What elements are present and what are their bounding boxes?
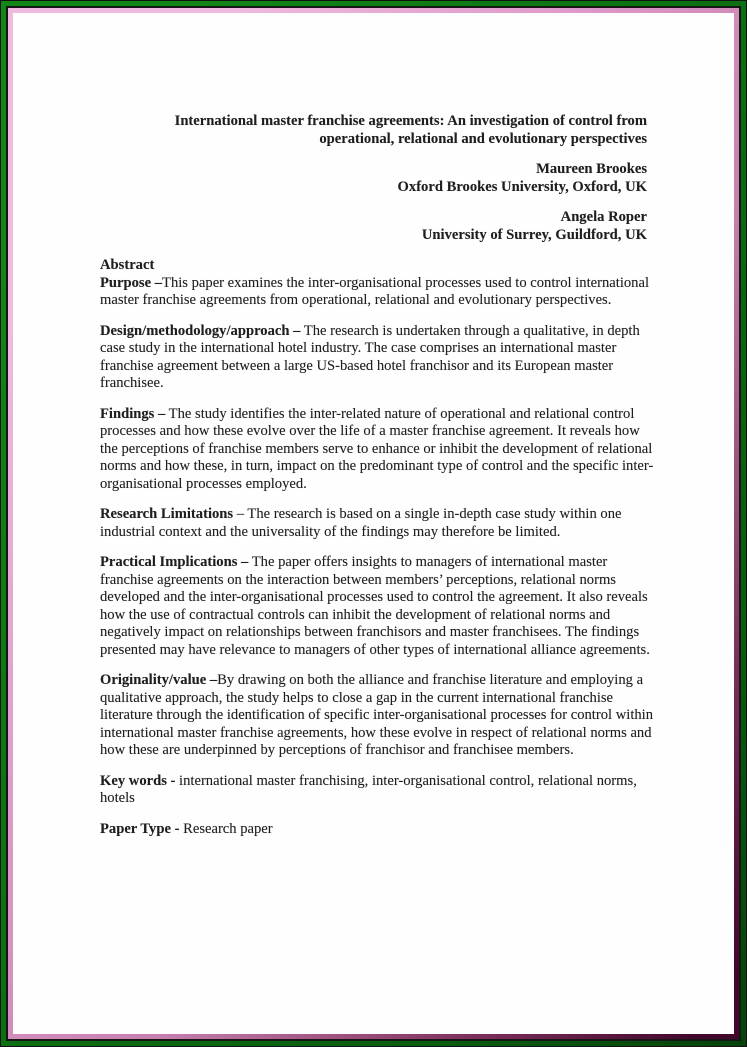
frame-green-border	[1, 1, 746, 1046]
author-block-1	[100, 161, 647, 196]
section-key-words-label: Key words -	[100, 772, 176, 789]
section-purpose-label: Purpose –	[100, 274, 163, 291]
section-key-words	[100, 773, 656, 808]
section-paper-type-body: Research paper	[179, 820, 273, 837]
section-purpose	[100, 275, 656, 310]
section-research-limitations	[100, 506, 656, 541]
section-paper-type	[100, 821, 656, 839]
header-block	[100, 113, 647, 244]
author-name-1: Maureen Brookes	[536, 161, 647, 177]
section-findings-label: Findings –	[100, 405, 166, 422]
author-block-2	[100, 209, 647, 244]
section-practical-implications	[100, 554, 656, 659]
section-research-limitations-label: Research Limitations	[100, 506, 234, 522]
section-key-words-body: international master franchising, inter-organisational control, relational norms, hotels	[100, 772, 637, 806]
section-practical-implications-label: Practical Implications –	[100, 554, 249, 570]
section-originality-value-label: Originality/value –	[100, 672, 218, 688]
section-originality-value	[100, 672, 656, 760]
frame-inner-line	[6, 6, 741, 1041]
section-design-methodology	[100, 323, 656, 393]
section-design-methodology-label: Design/methodology/approach –	[100, 322, 301, 339]
paper-title-line-1: International master franchise agreements: An investigation of control from	[174, 113, 647, 129]
author-name-2: Angela Roper	[560, 209, 647, 225]
section-originality-value-body: By drawing on both the alliance and franchise literature and employing a qualitative approach, the study helps to close a gap in the current international franchise literature through the identification of specific inter-organisational processes for control within international master franchise agreements, how these evolve in respect of relational norms and how these are underpinned by perceptions of franchisor and franchisee members.	[100, 672, 654, 758]
author-affiliation-2: University of Surrey, Guildford, UK	[421, 226, 647, 243]
section-findings-body: The study identifies the inter-related nature of operational and relational control processes and how these evolve over the life of a master franchise agreement. It reveals how the perceptions of franchise members serve to enhance or inhibit the development of relational norms and how these, in turn, impact on the predominant type of control and the specific inter-organisational processes employed.	[100, 405, 654, 492]
section-design-methodology-body: The research is undertaken through a qualitative, in depth case study in the international hotel industry. The case comprises an international master franchise agreement between a large US-based hotel franchisor and its European master franchisee.	[100, 322, 640, 391]
page-content	[13, 13, 734, 1034]
section-purpose-body: This paper examines the inter-organisational processes used to control international master franchise agreements from operational, relational and evolutionary perspectives.	[100, 274, 649, 308]
frame-pink-border	[8, 8, 739, 1039]
abstract-heading: Abstract	[100, 257, 155, 273]
section-findings	[100, 406, 656, 494]
author-affiliation-1: Oxford Brookes University, Oxford, UK	[397, 178, 647, 195]
paper-title	[100, 113, 647, 148]
section-paper-type-label: Paper Type -	[100, 820, 180, 837]
paper-title-line-2: operational, relational and evolutionary perspectives	[319, 130, 647, 147]
section-research-limitations-body: – The research is based on a single in-depth case study within one industrial context and the universality of the findings may therefore be limited.	[100, 506, 622, 540]
section-practical-implications-body: The paper offers insights to managers of international master franchise agreements on the interaction between members’ perceptions, relational norms developed and the inter-organisational processes used to control the agreement. It also reveals how the use of contractual controls can inhibit the development of relational norms and negatively impact on relationships between franchisors and master franchisees. The findings presented may have relevance to managers of other types of international alliance agreements.	[100, 554, 650, 658]
